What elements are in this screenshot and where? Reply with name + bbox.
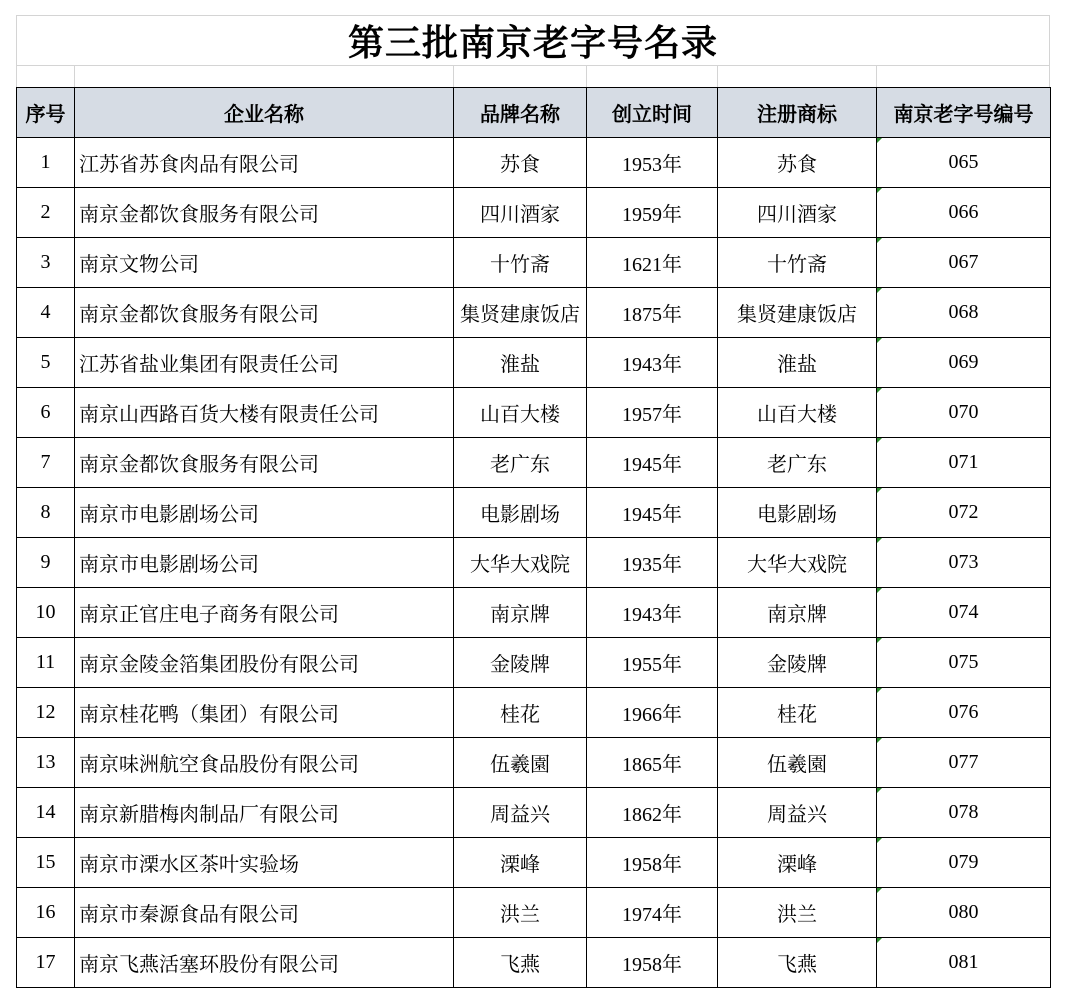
cell-index[interactable]: 6 bbox=[17, 388, 75, 438]
cell-brand[interactable]: 桂花 bbox=[454, 688, 587, 738]
cell-code[interactable]: 069 bbox=[877, 338, 1051, 388]
cell-trademark[interactable]: 淮盐 bbox=[718, 338, 877, 388]
cell-index[interactable]: 8 bbox=[17, 488, 75, 538]
table-row bbox=[17, 638, 1051, 688]
cell-code[interactable]: 065 bbox=[877, 138, 1051, 188]
cell-trademark[interactable]: 十竹斋 bbox=[718, 238, 877, 288]
cell-trademark[interactable]: 洪兰 bbox=[718, 888, 877, 938]
cell-founded[interactable]: 1953年 bbox=[587, 138, 718, 188]
cell-index[interactable]: 13 bbox=[17, 738, 75, 788]
cell-brand[interactable]: 集贤建康饭店 bbox=[454, 288, 587, 338]
table-row bbox=[17, 738, 1051, 788]
table-row bbox=[17, 388, 1051, 438]
cell-company[interactable]: 南京市秦源食品有限公司 bbox=[75, 888, 454, 938]
cell-trademark[interactable]: 大华大戏院 bbox=[718, 538, 877, 588]
cell-company[interactable]: 江苏省苏食肉品有限公司 bbox=[75, 138, 454, 188]
cell-trademark[interactable]: 电影剧场 bbox=[718, 488, 877, 538]
cell-code[interactable]: 066 bbox=[877, 188, 1051, 238]
cell-brand[interactable]: 四川酒家 bbox=[454, 188, 587, 238]
cell-code[interactable]: 073 bbox=[877, 538, 1051, 588]
cell-founded[interactable]: 1935年 bbox=[587, 538, 718, 588]
cell-company[interactable]: 南京市电影剧场公司 bbox=[75, 488, 454, 538]
cell-founded[interactable]: 1945年 bbox=[587, 488, 718, 538]
table-row bbox=[17, 438, 1051, 488]
empty-cell[interactable] bbox=[74, 65, 453, 87]
cell-index[interactable]: 2 bbox=[17, 188, 75, 238]
cell-code[interactable]: 076 bbox=[877, 688, 1051, 738]
cell-founded[interactable]: 1943年 bbox=[587, 588, 718, 638]
header-code[interactable]: 南京老字号编号 bbox=[877, 88, 1051, 138]
cell-founded[interactable]: 1621年 bbox=[587, 238, 718, 288]
empty-cell[interactable] bbox=[586, 65, 717, 87]
cell-founded[interactable]: 1862年 bbox=[587, 788, 718, 838]
cell-company[interactable]: 南京新腊梅肉制品厂有限公司 bbox=[75, 788, 454, 838]
cell-company[interactable]: 南京金都饮食服务有限公司 bbox=[75, 188, 454, 238]
cell-trademark[interactable]: 老广东 bbox=[718, 438, 877, 488]
cell-company[interactable]: 南京文物公司 bbox=[75, 238, 454, 288]
table-row bbox=[17, 938, 1051, 988]
table-row bbox=[17, 138, 1051, 188]
cell-company[interactable]: 江苏省盐业集团有限责任公司 bbox=[75, 338, 454, 388]
cell-brand[interactable]: 金陵牌 bbox=[454, 638, 587, 688]
cell-brand[interactable]: 大华大戏院 bbox=[454, 538, 587, 588]
cell-founded[interactable]: 1875年 bbox=[587, 288, 718, 338]
empty-cell[interactable] bbox=[453, 65, 586, 87]
cell-index[interactable]: 12 bbox=[17, 688, 75, 738]
cell-code[interactable]: 080 bbox=[877, 888, 1051, 938]
cell-code[interactable]: 071 bbox=[877, 438, 1051, 488]
table-row bbox=[17, 888, 1051, 938]
cell-code[interactable]: 078 bbox=[877, 788, 1051, 838]
cell-code[interactable]: 079 bbox=[877, 838, 1051, 888]
cell-index[interactable]: 9 bbox=[17, 538, 75, 588]
table-row bbox=[17, 788, 1051, 838]
cell-brand[interactable]: 溧峰 bbox=[454, 838, 587, 888]
cell-founded[interactable]: 1958年 bbox=[587, 838, 718, 888]
cell-brand[interactable]: 淮盐 bbox=[454, 338, 587, 388]
cell-trademark[interactable]: 飞燕 bbox=[718, 938, 877, 988]
cell-founded[interactable]: 1943年 bbox=[587, 338, 718, 388]
table-row bbox=[17, 488, 1051, 538]
cell-company[interactable]: 南京市溧水区茶叶实验场 bbox=[75, 838, 454, 888]
cell-trademark[interactable]: 南京牌 bbox=[718, 588, 877, 638]
cell-trademark[interactable]: 桂花 bbox=[718, 688, 877, 738]
cell-index[interactable]: 7 bbox=[17, 438, 75, 488]
cell-index[interactable]: 14 bbox=[17, 788, 75, 838]
cell-code[interactable]: 067 bbox=[877, 238, 1051, 288]
cell-company[interactable]: 南京金陵金箔集团股份有限公司 bbox=[75, 638, 454, 688]
cell-code[interactable]: 068 bbox=[877, 288, 1051, 338]
cell-trademark[interactable]: 伍羲園 bbox=[718, 738, 877, 788]
cell-trademark[interactable]: 集贤建康饭店 bbox=[718, 288, 877, 338]
table-row bbox=[17, 538, 1051, 588]
cell-brand[interactable]: 洪兰 bbox=[454, 888, 587, 938]
table-row bbox=[17, 188, 1051, 238]
header-brand[interactable]: 品牌名称 bbox=[454, 88, 587, 138]
header-row bbox=[17, 88, 1051, 138]
cell-brand[interactable]: 飞燕 bbox=[454, 938, 587, 988]
cell-brand[interactable]: 伍羲園 bbox=[454, 738, 587, 788]
cell-code[interactable]: 077 bbox=[877, 738, 1051, 788]
cell-company[interactable]: 南京市电影剧场公司 bbox=[75, 538, 454, 588]
roster-table bbox=[16, 87, 1051, 988]
cell-index[interactable]: 10 bbox=[17, 588, 75, 638]
header-company[interactable]: 企业名称 bbox=[75, 88, 454, 138]
cell-brand[interactable]: 老广东 bbox=[454, 438, 587, 488]
table-row bbox=[17, 338, 1051, 388]
cell-brand[interactable]: 十竹斋 bbox=[454, 238, 587, 288]
cell-index[interactable]: 5 bbox=[17, 338, 75, 388]
table-row bbox=[17, 588, 1051, 638]
spreadsheet bbox=[16, 15, 1050, 988]
cell-brand[interactable]: 周益兴 bbox=[454, 788, 587, 838]
header-index[interactable]: 序号 bbox=[17, 88, 75, 138]
cell-index[interactable]: 11 bbox=[17, 638, 75, 688]
cell-index[interactable]: 4 bbox=[17, 288, 75, 338]
cell-founded[interactable]: 1955年 bbox=[587, 638, 718, 688]
cell-trademark[interactable]: 周益兴 bbox=[718, 788, 877, 838]
cell-company[interactable]: 南京山西路百货大楼有限责任公司 bbox=[75, 388, 454, 438]
cell-code[interactable]: 070 bbox=[877, 388, 1051, 438]
cell-founded[interactable]: 1966年 bbox=[587, 688, 718, 738]
page-title: 第三批南京老字号名录 bbox=[16, 15, 1050, 65]
cell-trademark[interactable]: 四川酒家 bbox=[718, 188, 877, 238]
cell-code[interactable]: 072 bbox=[877, 488, 1051, 538]
cell-trademark[interactable]: 溧峰 bbox=[718, 838, 877, 888]
cell-brand[interactable]: 南京牌 bbox=[454, 588, 587, 638]
cell-founded[interactable]: 1957年 bbox=[587, 388, 718, 438]
cell-brand[interactable]: 山百大楼 bbox=[454, 388, 587, 438]
cell-code[interactable]: 075 bbox=[877, 638, 1051, 688]
cell-company[interactable]: 南京味洲航空食品股份有限公司 bbox=[75, 738, 454, 788]
table-row bbox=[17, 288, 1051, 338]
empty-row bbox=[16, 65, 1050, 87]
cell-company[interactable]: 南京飞燕活塞环股份有限公司 bbox=[75, 938, 454, 988]
cell-founded[interactable]: 1945年 bbox=[587, 438, 718, 488]
cell-index[interactable]: 15 bbox=[17, 838, 75, 888]
cell-company[interactable]: 南京正官庄电子商务有限公司 bbox=[75, 588, 454, 638]
header-trademark[interactable]: 注册商标 bbox=[718, 88, 877, 138]
cell-code[interactable]: 081 bbox=[877, 938, 1051, 988]
cell-index[interactable]: 1 bbox=[17, 138, 75, 188]
cell-company[interactable]: 南京桂花鸭（集团）有限公司 bbox=[75, 688, 454, 738]
table-row bbox=[17, 688, 1051, 738]
cell-index[interactable]: 16 bbox=[17, 888, 75, 938]
cell-founded[interactable]: 1974年 bbox=[587, 888, 718, 938]
cell-company[interactable]: 南京金都饮食服务有限公司 bbox=[75, 438, 454, 488]
cell-brand[interactable]: 苏食 bbox=[454, 138, 587, 188]
cell-trademark[interactable]: 金陵牌 bbox=[718, 638, 877, 688]
cell-trademark[interactable]: 苏食 bbox=[718, 138, 877, 188]
empty-cell[interactable] bbox=[16, 65, 74, 87]
cell-brand[interactable]: 电影剧场 bbox=[454, 488, 587, 538]
cell-trademark[interactable]: 山百大楼 bbox=[718, 388, 877, 438]
cell-founded[interactable]: 1959年 bbox=[587, 188, 718, 238]
table-row bbox=[17, 238, 1051, 288]
header-founded[interactable]: 创立时间 bbox=[587, 88, 718, 138]
empty-cell[interactable] bbox=[876, 65, 1050, 87]
cell-code[interactable]: 074 bbox=[877, 588, 1051, 638]
cell-index[interactable]: 17 bbox=[17, 938, 75, 988]
cell-index[interactable]: 3 bbox=[17, 238, 75, 288]
table-row bbox=[17, 838, 1051, 888]
empty-cell[interactable] bbox=[717, 65, 876, 87]
cell-company[interactable]: 南京金都饮食服务有限公司 bbox=[75, 288, 454, 338]
cell-founded[interactable]: 1958年 bbox=[587, 938, 718, 988]
cell-founded[interactable]: 1865年 bbox=[587, 738, 718, 788]
